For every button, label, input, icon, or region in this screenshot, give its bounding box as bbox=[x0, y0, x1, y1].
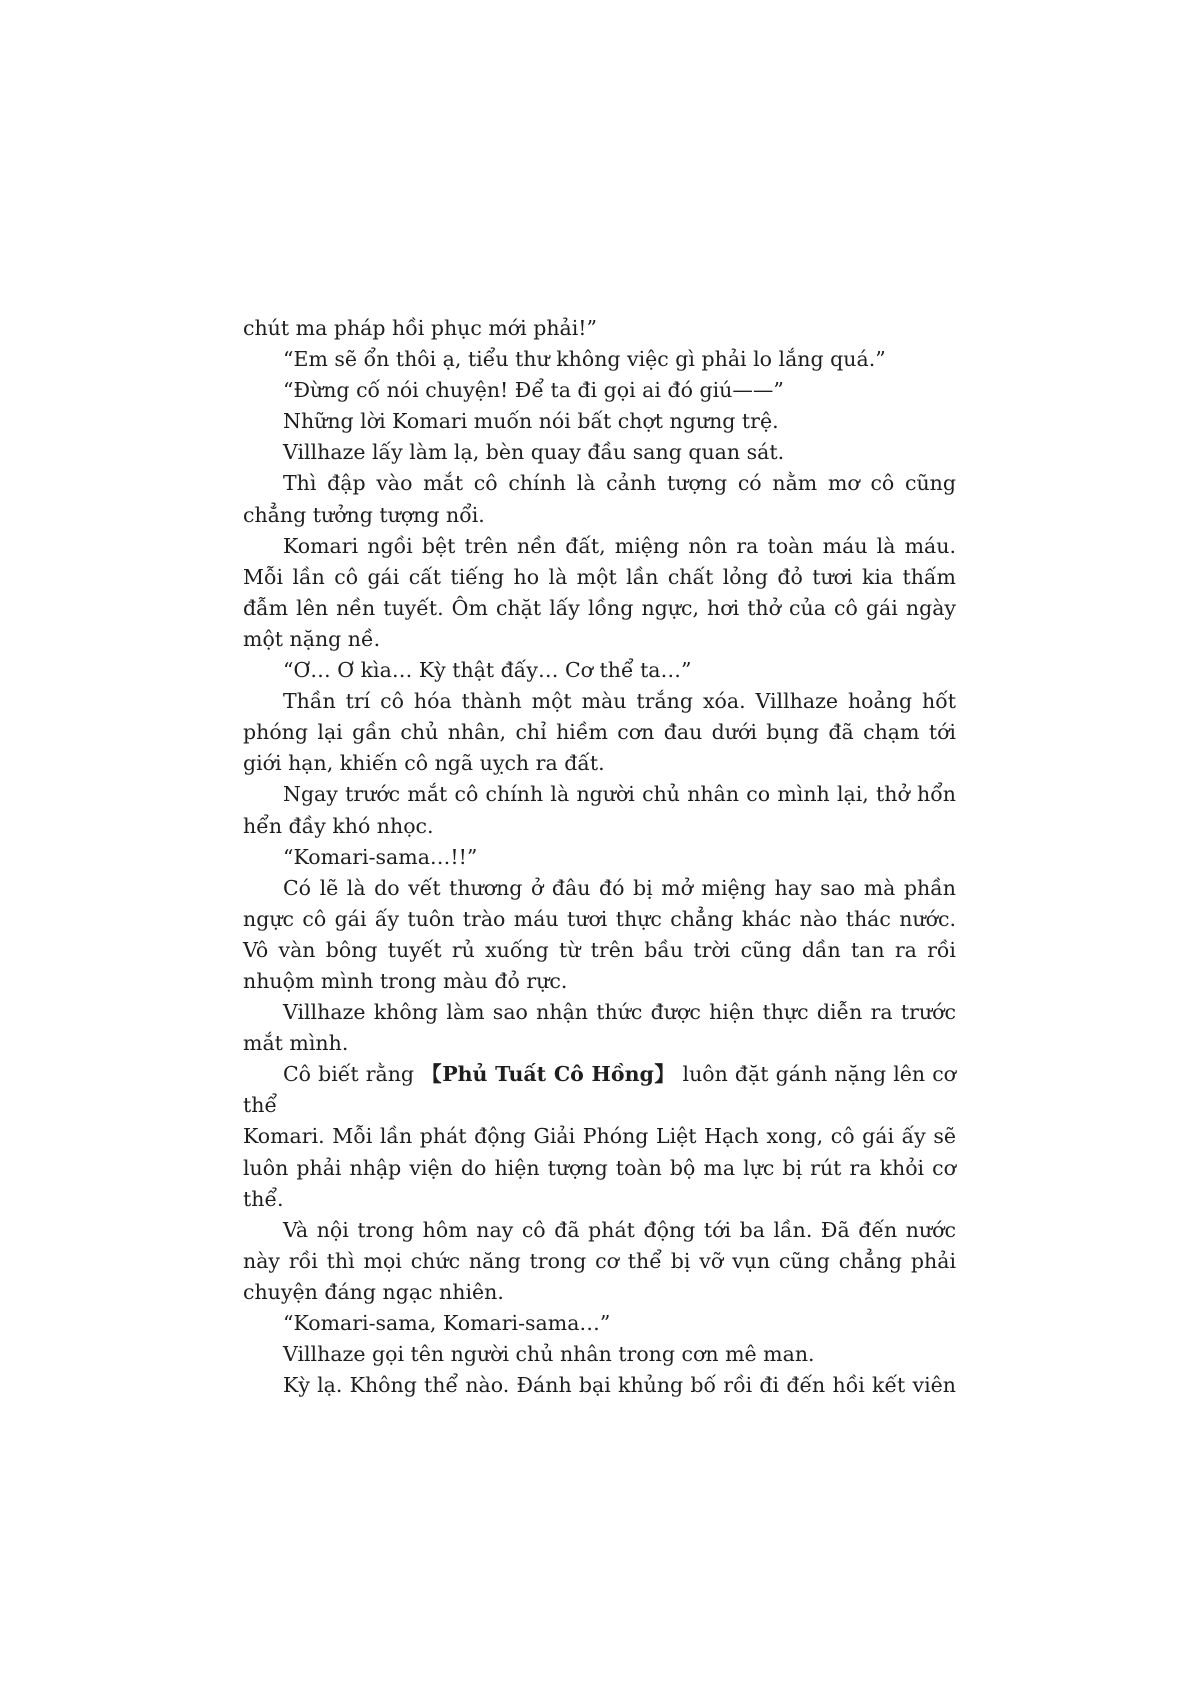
paragraph: Thần trí cô hóa thành một màu trắng xóa. Villhaze hoảng hốt phóng lại gần chủ nhân, chỉ hiềm cơn đau dưới bụng đã chạm tới giới hạn, khiến cô ngã uỵch ra đất. bbox=[243, 689, 956, 776]
paragraph: Villhaze không làm sao nhận thức được hiện thực diễn ra trước mắt mình. bbox=[243, 1000, 956, 1056]
paragraph: “Ơ… Ơ kìa… Kỳ thật đấy… Cơ thể ta…” bbox=[283, 658, 692, 683]
paragraph: Có lẽ là do vết thương ở đâu đó bị mở miệng hay sao mà phần ngực cô gái ấy tuôn trào máu tươi thực chẳng khác nào thác nước. Vô vàn bông tuyết rủ xuống từ trên bầu trời cũng dần tan ra rồi nhuộm mình trong màu đỏ rực. bbox=[243, 875, 956, 993]
paragraph: Komari. Mỗi lần phát động Giải Phóng Liệt Hạch xong, cô gái ấy sẽ luôn phải nhập viện do hiện tượng toàn bộ ma lực bị rút ra khỏi cơ thể. bbox=[243, 1124, 956, 1211]
paragraph: “Đừng cố nói chuyện! Để ta đi gọi ai đó giú——” bbox=[283, 378, 784, 403]
paragraph: Và nội trong hôm nay cô đã phát động tới ba lần. Đã đến nước này rồi thì mọi chức năng trong cơ thể bị vỡ vụn cũng chẳng phải chuyện đáng ngạc nhiên. bbox=[243, 1217, 956, 1304]
paragraph: Villhaze lấy làm lạ, bèn quay đầu sang quan sát. bbox=[283, 440, 785, 465]
paragraph: “Komari-sama…!!” bbox=[283, 844, 478, 869]
paragraph: Ngay trước mắt cô chính là người chủ nhân co mình lại, thở hổn hển đầy khó nhọc. bbox=[243, 782, 956, 838]
body-text bbox=[243, 313, 956, 1401]
skill-name: 【Phủ Tuất Cô Hồng】 bbox=[421, 1062, 676, 1087]
skill-paragraph bbox=[243, 1059, 956, 1121]
paragraph: Villhaze gọi tên người chủ nhân trong cơn mê man. bbox=[283, 1342, 815, 1367]
paragraph: chút ma pháp hồi phục mới phải!” bbox=[243, 316, 598, 340]
paragraph: Kỳ lạ. Không thể nào. Đánh bại khủng bố rồi đi đến hồi kết viên bbox=[283, 1373, 956, 1398]
skill-text-after: luôn đặt gánh nặng lên cơ thể bbox=[243, 1062, 957, 1118]
skill-text-before: Cô biết rằng bbox=[283, 1062, 422, 1087]
paragraph: “Komari-sama, Komari-sama…” bbox=[283, 1311, 611, 1335]
paragraph: Thì đập vào mắt cô chính là cảnh tượng có nằm mơ cô cũng chẳng tưởng tượng nổi. bbox=[243, 471, 956, 527]
paragraph: Những lời Komari muốn nói bất chợt ngưng trệ. bbox=[283, 409, 779, 434]
paragraph: “Em sẽ ổn thôi ạ, tiểu thư không việc gì phải lo lắng quá.” bbox=[283, 347, 886, 372]
paragraph: Komari ngồi bệt trên nền đất, miệng nôn ra toàn máu là máu. Mỗi lần cô gái cất tiếng ho là một lần chất lỏng đỏ tươi kia thấm đẫm lên nền tuyết. Ôm chặt lấy lồng ngực, hơi thở của cô gái ngày một nặng nề. bbox=[243, 533, 956, 651]
